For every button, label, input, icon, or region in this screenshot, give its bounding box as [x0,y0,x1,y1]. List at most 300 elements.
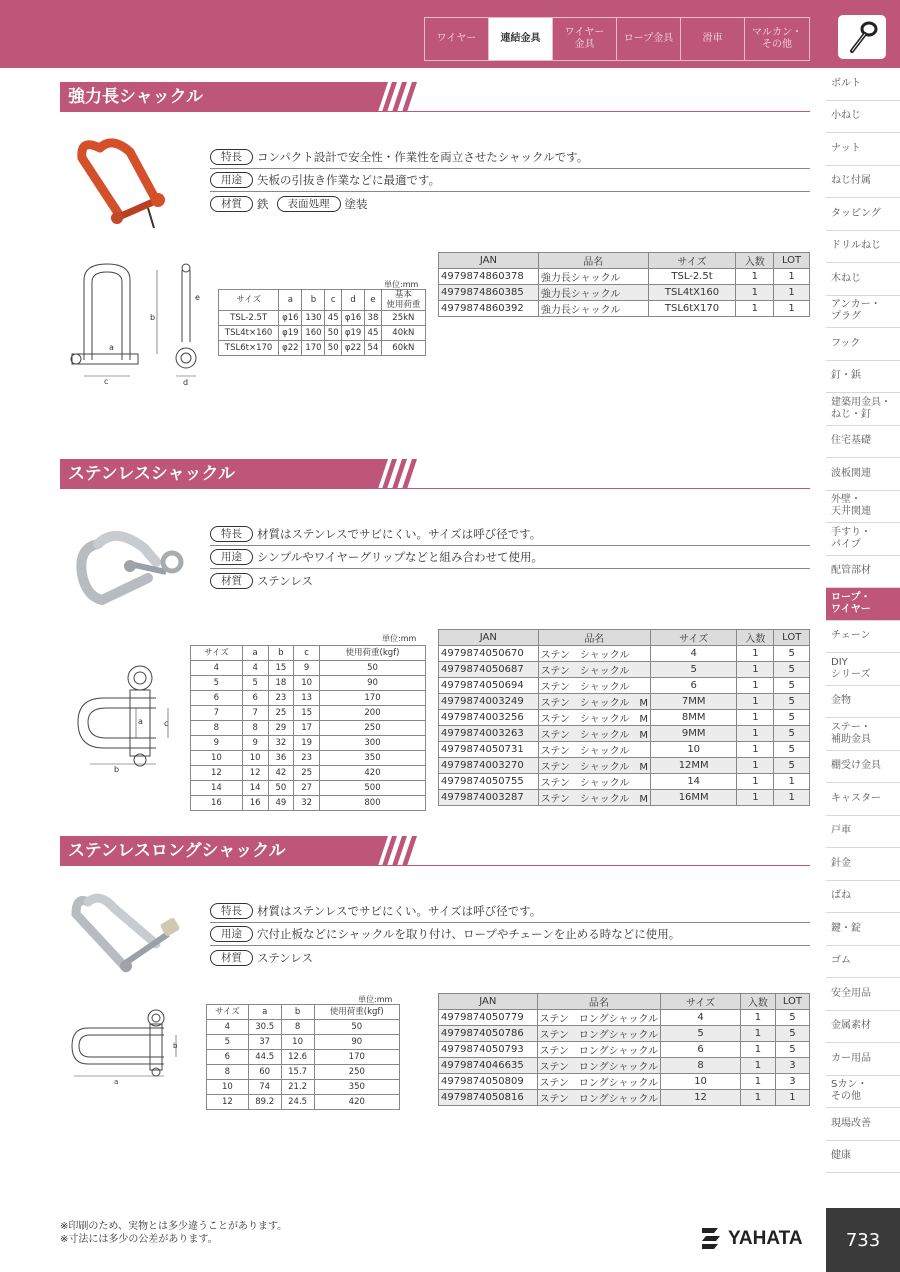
sidebar-item[interactable]: ロープ・ ワイヤー [826,588,900,621]
stainless-shackle-diagram [74,660,188,772]
spec-cell: 30.5 [248,1020,281,1035]
jan-header-cell: 入数 [737,630,774,646]
jan-cell: 1 [740,1058,775,1074]
sidebar-item[interactable]: 波板関連 [826,458,900,491]
jan-cell: ステン ロングシャックル [537,1058,661,1074]
jan-header-cell: 品名 [537,994,661,1010]
table-row [191,721,426,736]
jan-header-cell: 品名 [538,253,648,269]
jan-cell: 7MM [651,694,737,710]
spec-header-cell: 基本 使用荷重 [381,290,425,311]
spec-cell: 15 [268,661,294,676]
spec-cell: 350 [319,751,425,766]
dim-a: a [114,1078,119,1086]
section-title-text: ステンレスロングシャックル [68,841,286,861]
spec-cell: 74 [248,1080,281,1095]
usage-tag: 用途 [210,549,253,565]
spec-cell: 170 [302,341,325,356]
spec-cell: φ19 [341,326,364,341]
sidebar-item[interactable]: ドリルねじ [826,231,900,264]
spec-cell: 15 [294,706,320,721]
stripe-decoration [378,82,418,112]
spec-cell: 27 [294,781,320,796]
section-title-text: 強力長シャックル [68,87,204,107]
spec-cell: 12.6 [281,1050,314,1065]
spec-cell: 6 [191,691,243,706]
spec-cell: 4 [207,1020,249,1035]
spec-cell: 40kN [381,326,425,341]
jan-cell: 1 [774,774,810,790]
spec-cell: 8 [242,721,268,736]
tab-coupling[interactable]: 連結金具 [489,18,553,60]
jan-header-cell: LOT [774,630,810,646]
spec-header-cell: サイズ [219,290,279,311]
jan-header-cell: LOT [774,253,810,269]
spec-cell: 6 [242,691,268,706]
spec-cell: 170 [319,691,425,706]
spec-cell: 9 [294,661,320,676]
jan-cell: 1 [737,758,774,774]
jan-cell: 5 [775,1042,809,1058]
stainless-shackle-photo [70,514,190,614]
sidebar-item[interactable]: ばね [826,881,900,914]
feature-text: 材質はステンレスでサビにくい。サイズは呼び径です。 [257,904,542,918]
spec-cell: φ16 [279,311,302,326]
table-row [439,694,810,710]
sidebar-item[interactable]: 釘・鋲 [826,361,900,394]
dim-e: e [195,293,200,302]
jan-cell: 8 [661,1058,741,1074]
jan-cell: 1 [737,678,774,694]
spec-cell: 32 [268,736,294,751]
spec-cell: 25kN [381,311,425,326]
jan-cell: 4979874003256 [439,710,539,726]
spec-cell: 50 [325,326,342,341]
sidebar-item[interactable]: チェーン [826,621,900,654]
spec-cell: 13 [294,691,320,706]
jan-cell: TSL4tX160 [648,285,736,301]
material-tag: 材質 [210,196,253,212]
usage-tag: 用途 [210,172,253,188]
brand-logo [700,1224,820,1254]
jan-cell: 4979874003270 [439,758,539,774]
jan-header-cell: サイズ [661,994,741,1010]
note-line: ※寸法には多少の公差があります。 [60,1234,218,1245]
unit-label: 単位:mm [382,634,417,643]
usage-text: 穴付止板などにシャックルを取り付け、ロープやチェーンを止める時などに使用。 [257,927,681,941]
jan-cell: 1 [737,710,774,726]
jan-cell: 1 [740,1074,775,1090]
jan-cell: 5 [774,694,810,710]
spec-cell: 50 [268,781,294,796]
jan-cell: 1 [740,1090,775,1106]
table-row [439,710,810,726]
sidebar-item[interactable]: 現場改善 [826,1108,900,1141]
stripe-decoration [378,836,418,866]
unit-label: 単位:mm [358,995,393,1004]
jan-cell: ステン ロングシャックル [537,1026,661,1042]
spec-cell: 420 [314,1095,399,1110]
spec-cell: 8 [281,1020,314,1035]
spec-cell: 25 [268,706,294,721]
jan-cell: ステン シャックル [538,774,650,790]
spec-cell: 50 [319,661,425,676]
jan-cell: 6 [651,678,737,694]
table-row [191,676,426,691]
sidebar-item[interactable]: 金物 [826,686,900,719]
table-row [191,766,426,781]
table-row [439,1010,810,1026]
table-row [207,1095,400,1110]
table-row [439,774,810,790]
sidebar-item[interactable]: ステー・ 補助金具 [826,718,900,751]
heavy-shackle-diagram [62,258,212,388]
spec-cell: 45 [365,326,382,341]
spec-cell: 9 [191,736,243,751]
spec-cell: 250 [314,1065,399,1080]
spec-cell: 50 [325,341,342,356]
usage-tag: 用途 [210,926,253,942]
jan-cell: 12 [661,1090,741,1106]
sidebar-item[interactable]: 健康 [826,1141,900,1174]
spec-cell: 14 [191,781,243,796]
spec-cell: 24.5 [281,1095,314,1110]
jan-cell: 4979874050755 [439,774,539,790]
jan-cell: 1 [740,1010,775,1026]
jan-cell: 1 [774,790,810,806]
jan-cell: 5 [775,1026,809,1042]
dim-c: c [164,719,169,728]
jan-cell: 4979874050731 [439,742,539,758]
jan-cell: ステン シャックル [538,662,650,678]
spec-cell: 42 [268,766,294,781]
jan-header-cell: 品名 [538,630,650,646]
spec-cell: 17 [294,721,320,736]
spec-cell: 800 [319,796,425,811]
jan-cell: 5 [774,646,810,662]
spec-cell: 10 [191,751,243,766]
spec-header-cell: 使用荷重(kgf) [319,646,425,661]
yahata-logo-icon [700,1226,722,1252]
table-row [439,285,810,301]
sidebar-item[interactable]: 外壁・ 天井関連 [826,491,900,524]
tab-wire-fittings[interactable]: ワイヤー 金具 [553,18,617,60]
spec-cell: 37 [248,1035,281,1050]
spec-header-cell: サイズ [191,646,243,661]
feature-text: 材質はステンレスでサビにくい。サイズは呼び径です。 [257,527,542,541]
jan-header-cell: 入数 [740,994,775,1010]
stainless-long-shackle-diagram [66,1004,196,1094]
spec-cell: 29 [268,721,294,736]
spec-header-cell: c [294,646,320,661]
jan-cell: 1 [736,301,774,317]
jan-cell: 4979874050786 [439,1026,538,1042]
spec-cell: 10 [207,1080,249,1095]
sidebar-item[interactable]: 建築用金具・ ねじ・釘 [826,393,900,426]
material-text: 鉄 [257,196,269,211]
spec-cell: 49 [268,796,294,811]
table-row [191,691,426,706]
spec-cell: 21.2 [281,1080,314,1095]
unit-label: 単位:mm [384,280,419,289]
jan-cell: 4979874050670 [439,646,539,662]
hook-icon [838,15,886,59]
jan-cell: 5 [651,662,737,678]
spec-cell: 160 [302,326,325,341]
spec-cell: 8 [207,1065,249,1080]
category-logo [838,15,886,59]
jan-cell: 10 [661,1074,741,1090]
page-number: 733 [826,1208,900,1272]
feature-tag: 特長 [210,526,253,542]
jan-cell: 4979874003287 [439,790,539,806]
spec-header-cell: 使用荷重(kgf) [314,1005,399,1020]
jan-cell: ステン シャックル M [538,790,650,806]
jan-cell: 1 [737,742,774,758]
table-row [207,1020,400,1035]
tab-wire[interactable]: ワイヤー [425,18,489,60]
spec-cell: 14 [242,781,268,796]
sidebar-item[interactable]: Sカン・ その他 [826,1076,900,1109]
usage-text: シンプルやワイヤーグリップなどと組み合わせて使用。 [257,550,543,564]
feature-tag: 特長 [210,903,253,919]
jan-cell: 4979874860392 [439,301,539,317]
note-line: ※印刷のため、実物とは多少違うことがあります。 [60,1221,288,1232]
spec-cell: 44.5 [248,1050,281,1065]
spec-cell: 130 [302,311,325,326]
stainless-long-shackle-photo [70,886,190,978]
spec-cell: 50 [314,1020,399,1035]
dim-c: c [104,377,109,386]
jan-cell: 10 [651,742,737,758]
jan-table-heavy-shackle [438,252,810,317]
sidebar-item[interactable]: アンカー・ プラグ [826,296,900,329]
spec-header-cell: b [268,646,294,661]
sidebar-item[interactable]: 針金 [826,848,900,881]
table-row [219,326,426,341]
spec-header-cell: b [281,1005,314,1020]
spec-cell: 7 [242,706,268,721]
table-row [207,1035,400,1050]
spec-cell: 23 [268,691,294,706]
material-tag: 材質 [210,573,253,589]
jan-cell: 1 [737,790,774,806]
jan-cell: 1 [736,269,774,285]
spec-cell: 60 [248,1065,281,1080]
jan-cell: ステン シャックル M [538,758,650,774]
table-row [439,1090,810,1106]
material-tag: 材質 [210,950,253,966]
sidebar-item[interactable]: 戸車 [826,816,900,849]
spec-cell: φ19 [279,326,302,341]
jan-cell: 14 [651,774,737,790]
jan-cell: 4979874050687 [439,662,539,678]
sidebar-item[interactable]: 安全用品 [826,978,900,1011]
spec-cell: 5 [191,676,243,691]
table-row [219,341,426,356]
table-row [439,301,810,317]
dim-b: b [173,1042,178,1050]
dim-a: a [138,717,143,726]
jan-cell: 4979874050793 [439,1042,538,1058]
jan-cell: 4979874046635 [439,1058,538,1074]
jan-cell: 12MM [651,758,737,774]
spec-header-cell: a [242,646,268,661]
spec-cell: 45 [325,311,342,326]
spec-cell: 38 [365,311,382,326]
tab-marukan[interactable]: マルカン・ その他 [752,27,802,50]
table-row [207,1050,400,1065]
table-row [207,1080,400,1095]
jan-table-stainless-shackle [438,629,810,806]
jan-cell: 4979874860378 [439,269,539,285]
sidebar-item[interactable]: タッピング [826,198,900,231]
table-row [439,790,810,806]
sidebar-item[interactable]: 鍵・錠 [826,913,900,946]
section-title-stainless-long-shackle [60,836,810,866]
sidebar-item[interactable]: 手すり・ パイプ [826,523,900,556]
jan-cell: 5 [774,678,810,694]
jan-cell: 5 [661,1026,741,1042]
jan-cell: 4979874003249 [439,694,539,710]
jan-cell: 4979874860385 [439,285,539,301]
surface-text: 塗装 [344,196,368,211]
spec-header-cell: c [325,290,342,311]
spec-cell: 420 [319,766,425,781]
spec-header-cell: b [302,290,325,311]
table-row [191,706,426,721]
spec-cell: φ22 [279,341,302,356]
spec-cell: 54 [365,341,382,356]
jan-cell: 16MM [651,790,737,806]
jan-cell: 5 [774,758,810,774]
spec-cell: 60kN [381,341,425,356]
sidebar-item[interactable]: 小ねじ [826,101,900,134]
table-row [439,646,810,662]
sidebar-item[interactable]: カー用品 [826,1043,900,1076]
jan-cell: 3 [775,1058,809,1074]
feature-tag: 特長 [210,149,253,165]
sidebar-item[interactable]: ゴム [826,946,900,979]
jan-cell: 4979874003263 [439,726,539,742]
table-row [439,269,810,285]
jan-cell: 4979874050809 [439,1074,538,1090]
spec-cell: 250 [319,721,425,736]
jan-cell: ステン ロングシャックル [537,1042,661,1058]
jan-cell: 1 [737,646,774,662]
jan-cell: TSL-2.5t [648,269,736,285]
table-row [439,1026,810,1042]
sidebar-item[interactable]: 棚受け金具 [826,751,900,784]
spec-cell: 32 [294,796,320,811]
dim-d: d [183,378,189,387]
surface-tag: 表面処理 [277,196,341,212]
jan-cell: 5 [774,710,810,726]
spec-cell: 12 [207,1095,249,1110]
sidebar-item[interactable]: ねじ付属 [826,166,900,199]
jan-cell: 1 [740,1026,775,1042]
stripe-decoration [378,459,418,489]
table-row [439,758,810,774]
jan-cell: 5 [774,662,810,678]
table-row [439,662,810,678]
sidebar-item[interactable]: ボルト [826,68,900,101]
sidebar-item[interactable]: DIY シリーズ [826,653,900,686]
tab-rope-fittings[interactable]: ロープ金具 [617,18,681,60]
jan-cell: 1 [774,301,810,317]
table-row [439,1042,810,1058]
spec-cell: 89.2 [248,1095,281,1110]
jan-cell: 1 [737,662,774,678]
features-heavy-shackle [210,146,810,215]
spec-header-cell: サイズ [207,1005,249,1020]
sidebar-item[interactable]: 金属素材 [826,1011,900,1044]
sidebar-item[interactable]: キャスター [826,783,900,816]
spec-cell: 90 [314,1035,399,1050]
spec-cell: 4 [191,661,243,676]
spec-cell: TSL6t×170 [219,341,279,356]
spec-cell: 7 [191,706,243,721]
spec-cell: φ22 [341,341,364,356]
features-stainless-long-shackle [210,900,810,969]
spec-cell: 36 [268,751,294,766]
spec-cell: 18 [268,676,294,691]
jan-header-cell: LOT [775,994,809,1010]
jan-cell: 強力長シャックル [538,285,648,301]
spec-cell: 12 [191,766,243,781]
sidebar [826,68,900,1188]
dim-b: b [150,313,156,322]
section-title-heavy-shackle [60,82,810,112]
spec-cell: 8 [191,721,243,736]
heavy-shackle-photo [70,128,180,238]
sidebar-item[interactable]: 配管部材 [826,556,900,589]
spec-cell: 25 [294,766,320,781]
sidebar-item[interactable]: フック [826,328,900,361]
sidebar-item[interactable]: 木ねじ [826,263,900,296]
jan-header-cell: JAN [439,630,539,646]
jan-header-cell: JAN [439,253,539,269]
jan-cell: 9MM [651,726,737,742]
jan-header-cell: JAN [439,994,538,1010]
table-row [439,742,810,758]
table-row [191,796,426,811]
tab-pulley[interactable]: 滑車 [681,18,745,60]
jan-cell: ステン シャックル [538,742,650,758]
category-tabs [424,17,810,61]
jan-cell: 1 [737,726,774,742]
spec-cell: 5 [207,1035,249,1050]
table-row [191,781,426,796]
dim-a: a [109,343,114,352]
spec-cell: 10 [281,1035,314,1050]
spec-cell: 500 [319,781,425,796]
jan-header-cell: サイズ [651,630,737,646]
section-title-text: ステンレスシャックル [68,464,236,484]
spec-cell: 300 [319,736,425,751]
jan-cell: 4 [651,646,737,662]
usage-text: 矢板の引抜き作業などに最適です。 [257,173,441,187]
spec-cell: 170 [314,1050,399,1065]
spec-cell: TSL4t×160 [219,326,279,341]
sidebar-item[interactable]: ナット [826,133,900,166]
spec-cell: 90 [319,676,425,691]
jan-cell: ステン シャックル [538,646,650,662]
spec-cell: 12 [242,766,268,781]
jan-cell: ステン ロングシャックル [537,1010,661,1026]
sidebar-item[interactable]: 住宅基礎 [826,426,900,459]
jan-cell: 4979874050816 [439,1090,538,1106]
